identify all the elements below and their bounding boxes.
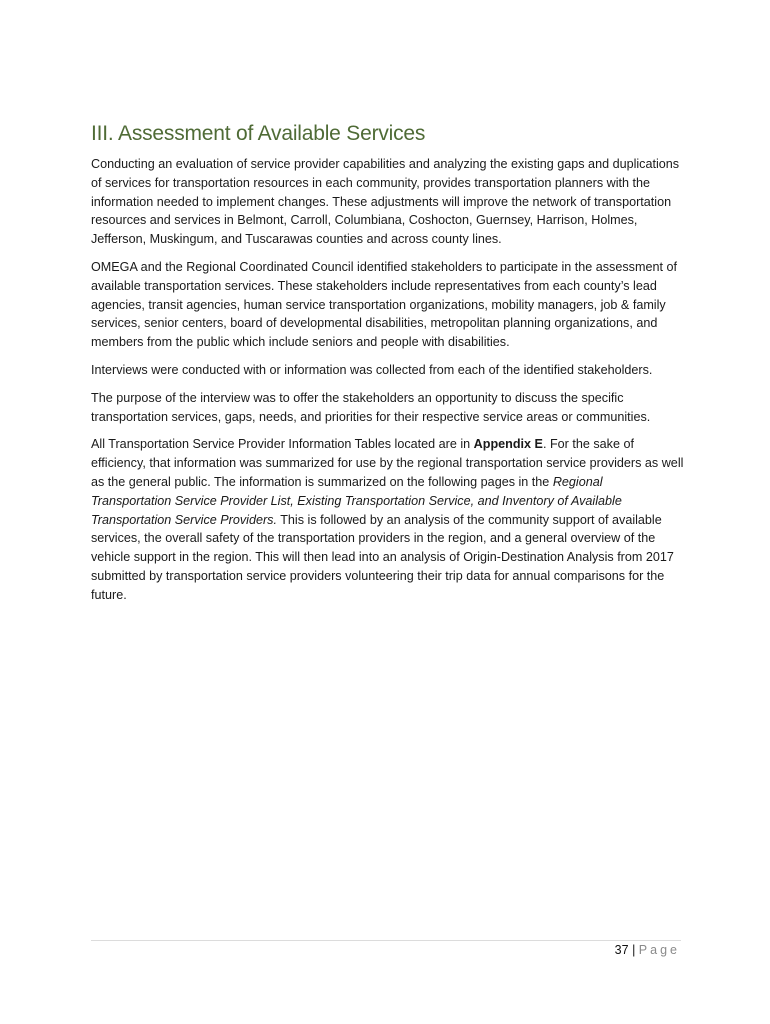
footer-rule xyxy=(91,940,681,941)
paragraph-5-text-a: All Transportation Service Provider Information Tables located are in xyxy=(91,437,474,452)
paragraph-5-text-e: This is followed by an analysis of the community support of available services, the overall safety of the transportation providers in the region, and a general overview of the vehicle support in the region. This will then lead into an analysis of Origin-Destination Analysis from 2017 submitted by transportation service providers volunteering their trip data for annual comparisons for the future. xyxy=(91,512,674,602)
report-sections-italic: Regional Transportation Service Provider List, Existing Transportation Service, and Inventory of Available Transportation Service Providers. xyxy=(91,474,622,527)
paragraph-3: Interviews were conducted with or information was collected from each of the identified stakeholders. xyxy=(91,362,653,377)
paragraph-4: The purpose of the interview was to offer the stakeholders an opportunity to discuss the specific transportation services, gaps, needs, and priorities for their respective service areas or communities. xyxy=(91,390,651,424)
paragraph-5 xyxy=(91,435,685,604)
paragraph-2: OMEGA and the Regional Coordinated Council identified stakeholders to participate in the assessment of available transportation services. These stakeholders include representatives from each county’s lead agencies, transit agencies, human service transportation organizations, mobility managers, job & family services, senior centers, board of developmental disabilities, metropolitan planning organizations, and members from the public which include seniors and people with disabilities. xyxy=(91,259,677,350)
page-content xyxy=(91,121,685,614)
page-number-value: 37 xyxy=(614,943,629,957)
section-heading: III. Assessment of Available Services xyxy=(91,122,426,145)
appendix-reference: Appendix E xyxy=(473,437,543,452)
page-label: Page xyxy=(638,943,680,957)
paragraph-1: Conducting an evaluation of service provider capabilities and analyzing the existing gaps and duplications of services for transportation resources in each community, provides transportation planners with the information needed to implement changes. These adjustments will improve the network of transportation resources and services in Belmont, Carroll, Columbiana, Coshocton, Guernsey, Harrison, Holmes, Jefferson, Muskingum, and Tuscarawas counties and across county lines. xyxy=(91,157,680,247)
paragraph-5-text-c: . For the sake of efficiency, that information was summarized for use by the regional transportation service providers as well as the general public. The information is summarized on the following pages in the xyxy=(91,437,684,489)
page-separator: | xyxy=(632,943,636,957)
page-number xyxy=(615,943,680,957)
